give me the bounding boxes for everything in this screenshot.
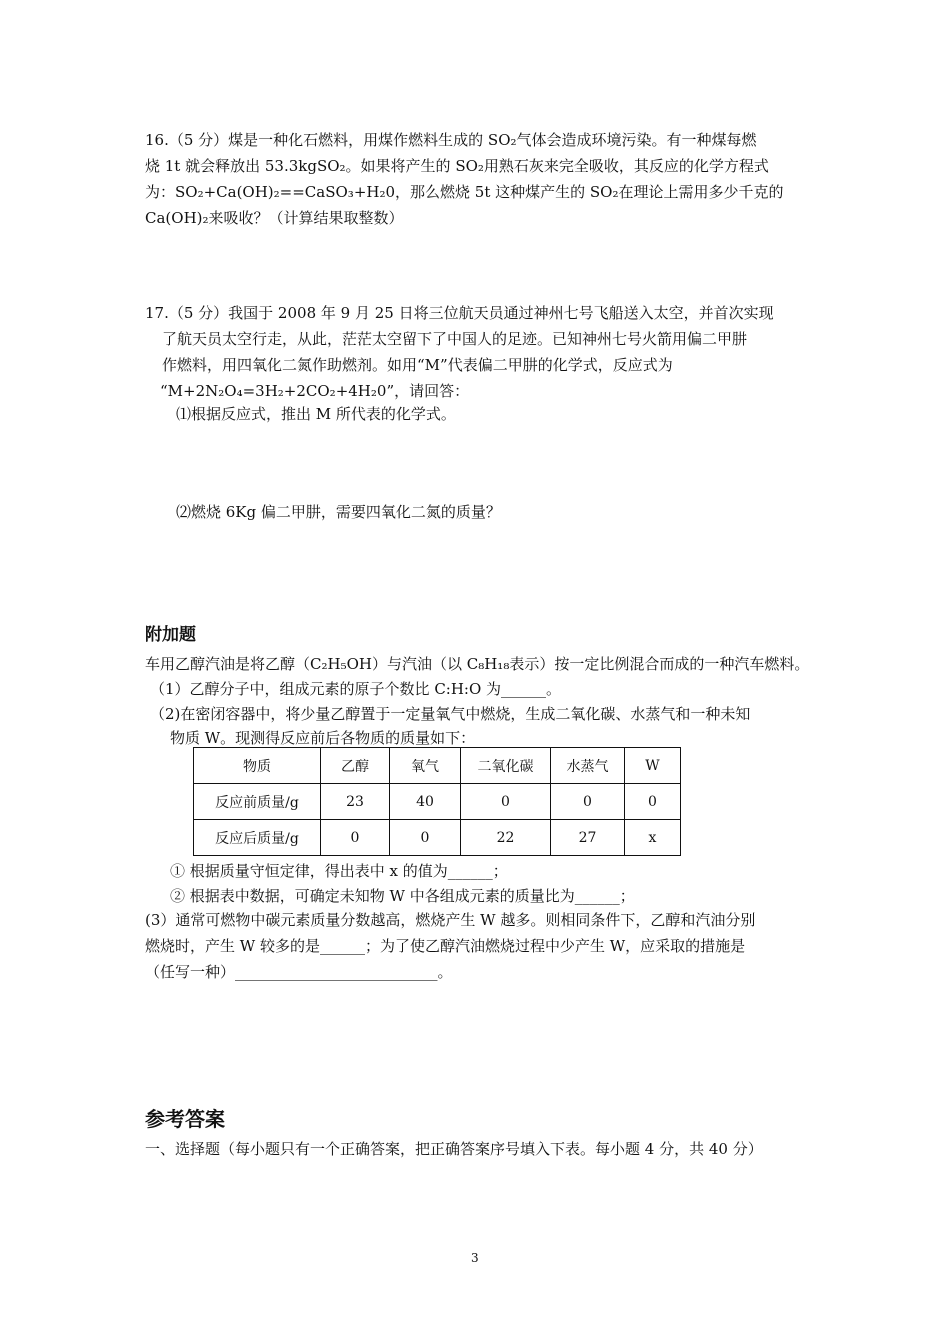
q17-part-1: ⑴根据反应式，推出 M 所代表的化学式。 (176, 405, 456, 423)
table-cell: 0 (551, 784, 625, 820)
extra-part-3-line-2: 燃烧时，产生 W 较多的是______；为了使乙醇汽油燃烧过程中少产生 W，应采取的措施是 (145, 937, 746, 955)
extra-sub-1: ① 根据质量守恒定律，得出表中 x 的值为______； (170, 862, 508, 880)
table-cell: 反应前质量/g (194, 784, 321, 820)
table-cell: 23 (321, 784, 390, 820)
table-cell: 0 (390, 820, 461, 856)
table-cell: 0 (321, 820, 390, 856)
answers-title: 参考答案 (145, 1107, 225, 1131)
table-row (194, 784, 681, 820)
q16-line-3: 为：SO₂+Ca(OH)₂==CaSO₃+H₂0，那么燃烧 5t 这种煤产生的 SO₂在理论上需用多少千克的 (145, 183, 784, 201)
table-cell: 反应后质量/g (194, 820, 321, 856)
table-header-cell: 水蒸气 (551, 748, 625, 784)
answers-line-1: 一、选择题（每小题只有一个正确答案，把正确答案序号填入下表。每小题 4 分，共 40 分） (145, 1140, 763, 1158)
table-cell: x (625, 820, 681, 856)
table-cell: 27 (551, 820, 625, 856)
q16-line-2: 烧 1t 就会释放出 53.3kgSO₂。如果将产生的 SO₂用熟石灰来完全吸收，其反应的化学方程式 (145, 157, 769, 175)
table-cell: 0 (625, 784, 681, 820)
q16-line-1: 16.（5 分）煤是一种化石燃料，用煤作燃料生成的 SO₂气体会造成环境污染。有一种煤每燃 (145, 131, 757, 149)
q17-line-3: 作燃料，用四氧化二氮作助燃剂。如用“M”代表偏二甲肼的化学式，反应式为 (162, 356, 673, 374)
table-header-cell: 氧气 (390, 748, 461, 784)
extra-intro: 车用乙醇汽油是将乙醇（C₂H₅OH）与汽油（以 C₈H₁₈表示）按一定比例混合而成的一种汽车燃料。 (145, 655, 810, 673)
extra-part-2-line-1: （2)在密闭容器中，将少量乙醇置于一定量氧气中燃烧，生成二氧化碳、水蒸气和一种未知 (150, 705, 751, 723)
table-cell: 0 (461, 784, 551, 820)
extra-part-2-line-2: 物质 W。现测得反应前后各物质的质量如下： (170, 729, 476, 747)
extra-sub-2: ② 根据表中数据，可确定未知物 W 中各组成元素的质量比为______； (170, 887, 635, 905)
mass-table (193, 747, 681, 856)
q17-line-1: 17.（5 分）我国于 2008 年 9 月 25 日将三位航天员通过神州七号飞船送入太空，并首次实现 (145, 304, 774, 322)
table-header-row (194, 748, 681, 784)
extra-title: 附加题 (145, 625, 196, 645)
table-header-cell: 乙醇 (321, 748, 390, 784)
q16-line-4: Ca(OH)₂来吸收？（计算结果取整数） (145, 209, 404, 227)
table-cell: 22 (461, 820, 551, 856)
extra-part-3-line-3: （任写一种）___________________________。 (145, 963, 453, 981)
q17-part-2: ⑵燃烧 6Kg 偏二甲肼，需要四氧化二氮的质量？ (176, 503, 501, 521)
table-row (194, 820, 681, 856)
table-cell: 40 (390, 784, 461, 820)
table-header-cell: W (625, 748, 681, 784)
table-header-cell: 物质 (194, 748, 321, 784)
extra-part-3-line-1: (3）通常可燃物中碳元素质量分数越高，燃烧产生 W 越多。则相同条件下，乙醇和汽油分别 (145, 911, 756, 929)
extra-part-1: （1）乙醇分子中，组成元素的原子个数比 C:H:O 为______。 (150, 680, 562, 698)
q17-line-2: 了航天员太空行走，从此，茫茫太空留下了中国人的足迹。已知神州七号火箭用偏二甲肼 (162, 330, 748, 348)
q17-line-4: “M+2N₂O₄=3H₂+2CO₂+4H₂0”，请回答： (160, 382, 470, 400)
table-header-cell: 二氧化碳 (461, 748, 551, 784)
page-number: 3 (471, 1251, 479, 1265)
